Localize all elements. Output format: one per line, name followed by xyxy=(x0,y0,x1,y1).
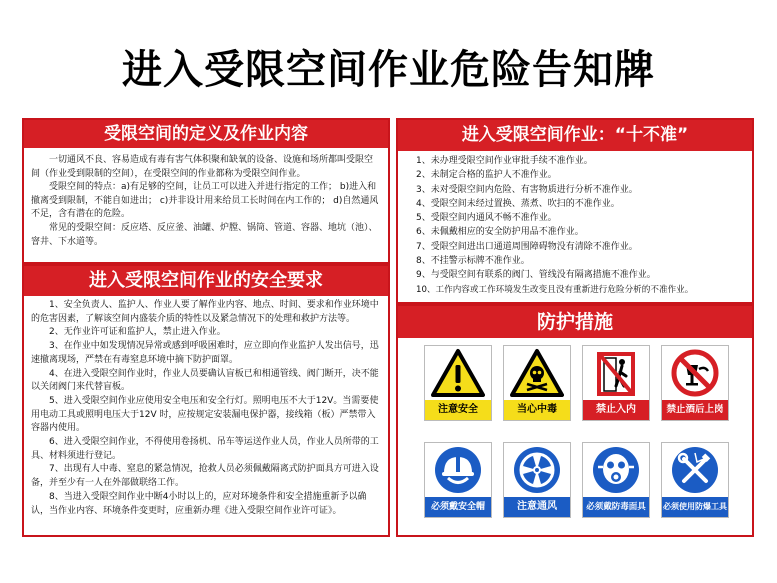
rule-item: 10、工作内容或工作环境发生改变且没有重新进行危险分析的不准作业。 xyxy=(416,284,694,295)
safety-panel xyxy=(22,264,390,537)
sign-no-drinking xyxy=(661,345,729,421)
safety-item: 5、进入受限空间作业应使用安全电压和安全行灯。照明电压不大于12V。当需要使用电动工具或照明电压大于12V 时，应按规定安装漏电保护器，接线箱（板）严禁带入容器内使用。 xyxy=(31,395,379,434)
rule-item: 2、未制定合格的监护人不准作业。 xyxy=(416,170,557,181)
sign-label: 必须戴安全帽 xyxy=(425,497,491,517)
rules-list xyxy=(398,151,752,297)
rule-item: 3、未对受限空间内危险、有害物质进行分析不准作业。 xyxy=(416,184,638,195)
safety-item: 1、安全负责人、监护人、作业人要了解作业内容、地点、时间、要求和作业环境中的危害因素，了解该空间内盛装介质的特性以及紧急情况下的处理和救护方法等。 xyxy=(31,300,379,324)
rules-panel xyxy=(396,118,754,304)
sign-label: 禁止入内 xyxy=(583,400,649,420)
safety-helmet-icon xyxy=(431,445,485,495)
sign-label: 必须使用防爆工具 xyxy=(662,497,728,517)
gas-mask-icon xyxy=(589,445,643,495)
sign-caution xyxy=(424,345,492,421)
sign-explosion-proof xyxy=(661,442,729,518)
definition-panel xyxy=(22,118,390,264)
no-drinking-icon xyxy=(668,348,722,398)
rule-item: 6、未佩戴相应的安全防护用品不准作业。 xyxy=(416,227,584,238)
definition-paragraph: 常见的受限空间：反应塔、反应釜、油罐、炉膛、锅筒、管道、容器、地坑（池）、窨井、下水道等。 xyxy=(31,222,378,247)
sign-label: 禁止酒后上岗 xyxy=(662,400,728,420)
rule-item: 8、不挂警示标牌不准作业。 xyxy=(416,256,530,267)
rule-item: 4、受限空间未经过置换、蒸煮、吹扫的不准作业。 xyxy=(416,198,620,209)
definition-paragraph: 一切通风不良、容易造成有毒有害气体积聚和缺氧的设备、设施和场所都叫受限空间（作业受到限制的空间），在受限空间的作业都称为受限空间作业。 xyxy=(31,155,374,179)
safety-heading: 进入受限空间作业的安全要求 xyxy=(24,266,388,296)
sign-no-entry xyxy=(582,345,650,421)
safety-item: 6、进入受限空间作业，不得使用卷扬机、吊车等运送作业人员，作业人员所带的工具、材料须进行登记。 xyxy=(31,437,379,461)
definition-text xyxy=(24,148,388,249)
rule-item: 7、受限空间进出口通道周围障碍物没有清除不准作业。 xyxy=(416,241,638,252)
rule-item: 5、受限空间内通风不畅不准作业。 xyxy=(416,213,557,224)
sign-label: 当心中毒 xyxy=(504,400,570,420)
sign-gas-mask xyxy=(582,442,650,518)
sign-ventilation xyxy=(503,442,571,518)
safety-item: 7、出现有人中毒、窒息的紧急情况，抢救人员必须佩戴隔离式防护面具方可进入设备，并至少有一人在外部做联络工作。 xyxy=(31,464,379,489)
sign-helmet xyxy=(424,442,492,518)
safety-item: 3、在作业中如发现情况异常或感到呼吸困难时，应立即向作业监护人发出信号，迅速撤离现场，严禁在有毒窒息环境中摘下防护面罩。 xyxy=(31,341,379,365)
rules-heading: 进入受限空间作业：“十不准” xyxy=(398,120,752,151)
safety-item: 4、在进入受限空间作业时，作业人员要确认盲板已和相通管线、阀门断开，决不能以关闭阀门来代替盲板。 xyxy=(31,368,379,393)
definition-heading: 受限空间的定义及作业内容 xyxy=(24,120,388,148)
sign-label: 必须戴防毒面具 xyxy=(583,497,649,517)
explosion-proof-tools-icon xyxy=(668,445,722,495)
safety-item: 8、当进入受限空间作业中断4小时以上的，应对环境条件和安全措施重新予以确认，当作业内容、环境条件变更时，应重新办理《进入受限空间作业许可证》。 xyxy=(31,491,367,516)
skull-crossbones-icon xyxy=(510,348,564,398)
caution-exclamation-icon xyxy=(431,348,485,398)
page-title: 进入受限空间作业危险告知牌 xyxy=(122,47,655,93)
no-entry-person-icon xyxy=(589,348,643,398)
sign-label: 注意通风 xyxy=(504,497,570,517)
safety-item: 2、无作业许可证和监护人，禁止进入作业。 xyxy=(49,327,226,338)
safety-text xyxy=(24,296,388,518)
ventilation-fan-icon xyxy=(510,445,564,495)
protection-heading: 防护措施 xyxy=(398,306,752,338)
rule-item: 9、与受限空间有联系的阀门、管线没有隔离措施不准作业。 xyxy=(416,270,656,281)
sign-poison xyxy=(503,345,571,421)
sign-label: 注意安全 xyxy=(425,400,491,420)
definition-paragraph: 受限空间的特点：a)有足够的空间，让员工可以进入并进行指定的工作； b)进入和撤离受到限制，不能自如进出； c)并非设计用来给员工长时间在内工作的； d)自然通风不足，含有潜在的危险。 xyxy=(31,182,379,220)
rule-item: 1、未办理受限空间作业审批手续不准作业。 xyxy=(416,156,593,166)
